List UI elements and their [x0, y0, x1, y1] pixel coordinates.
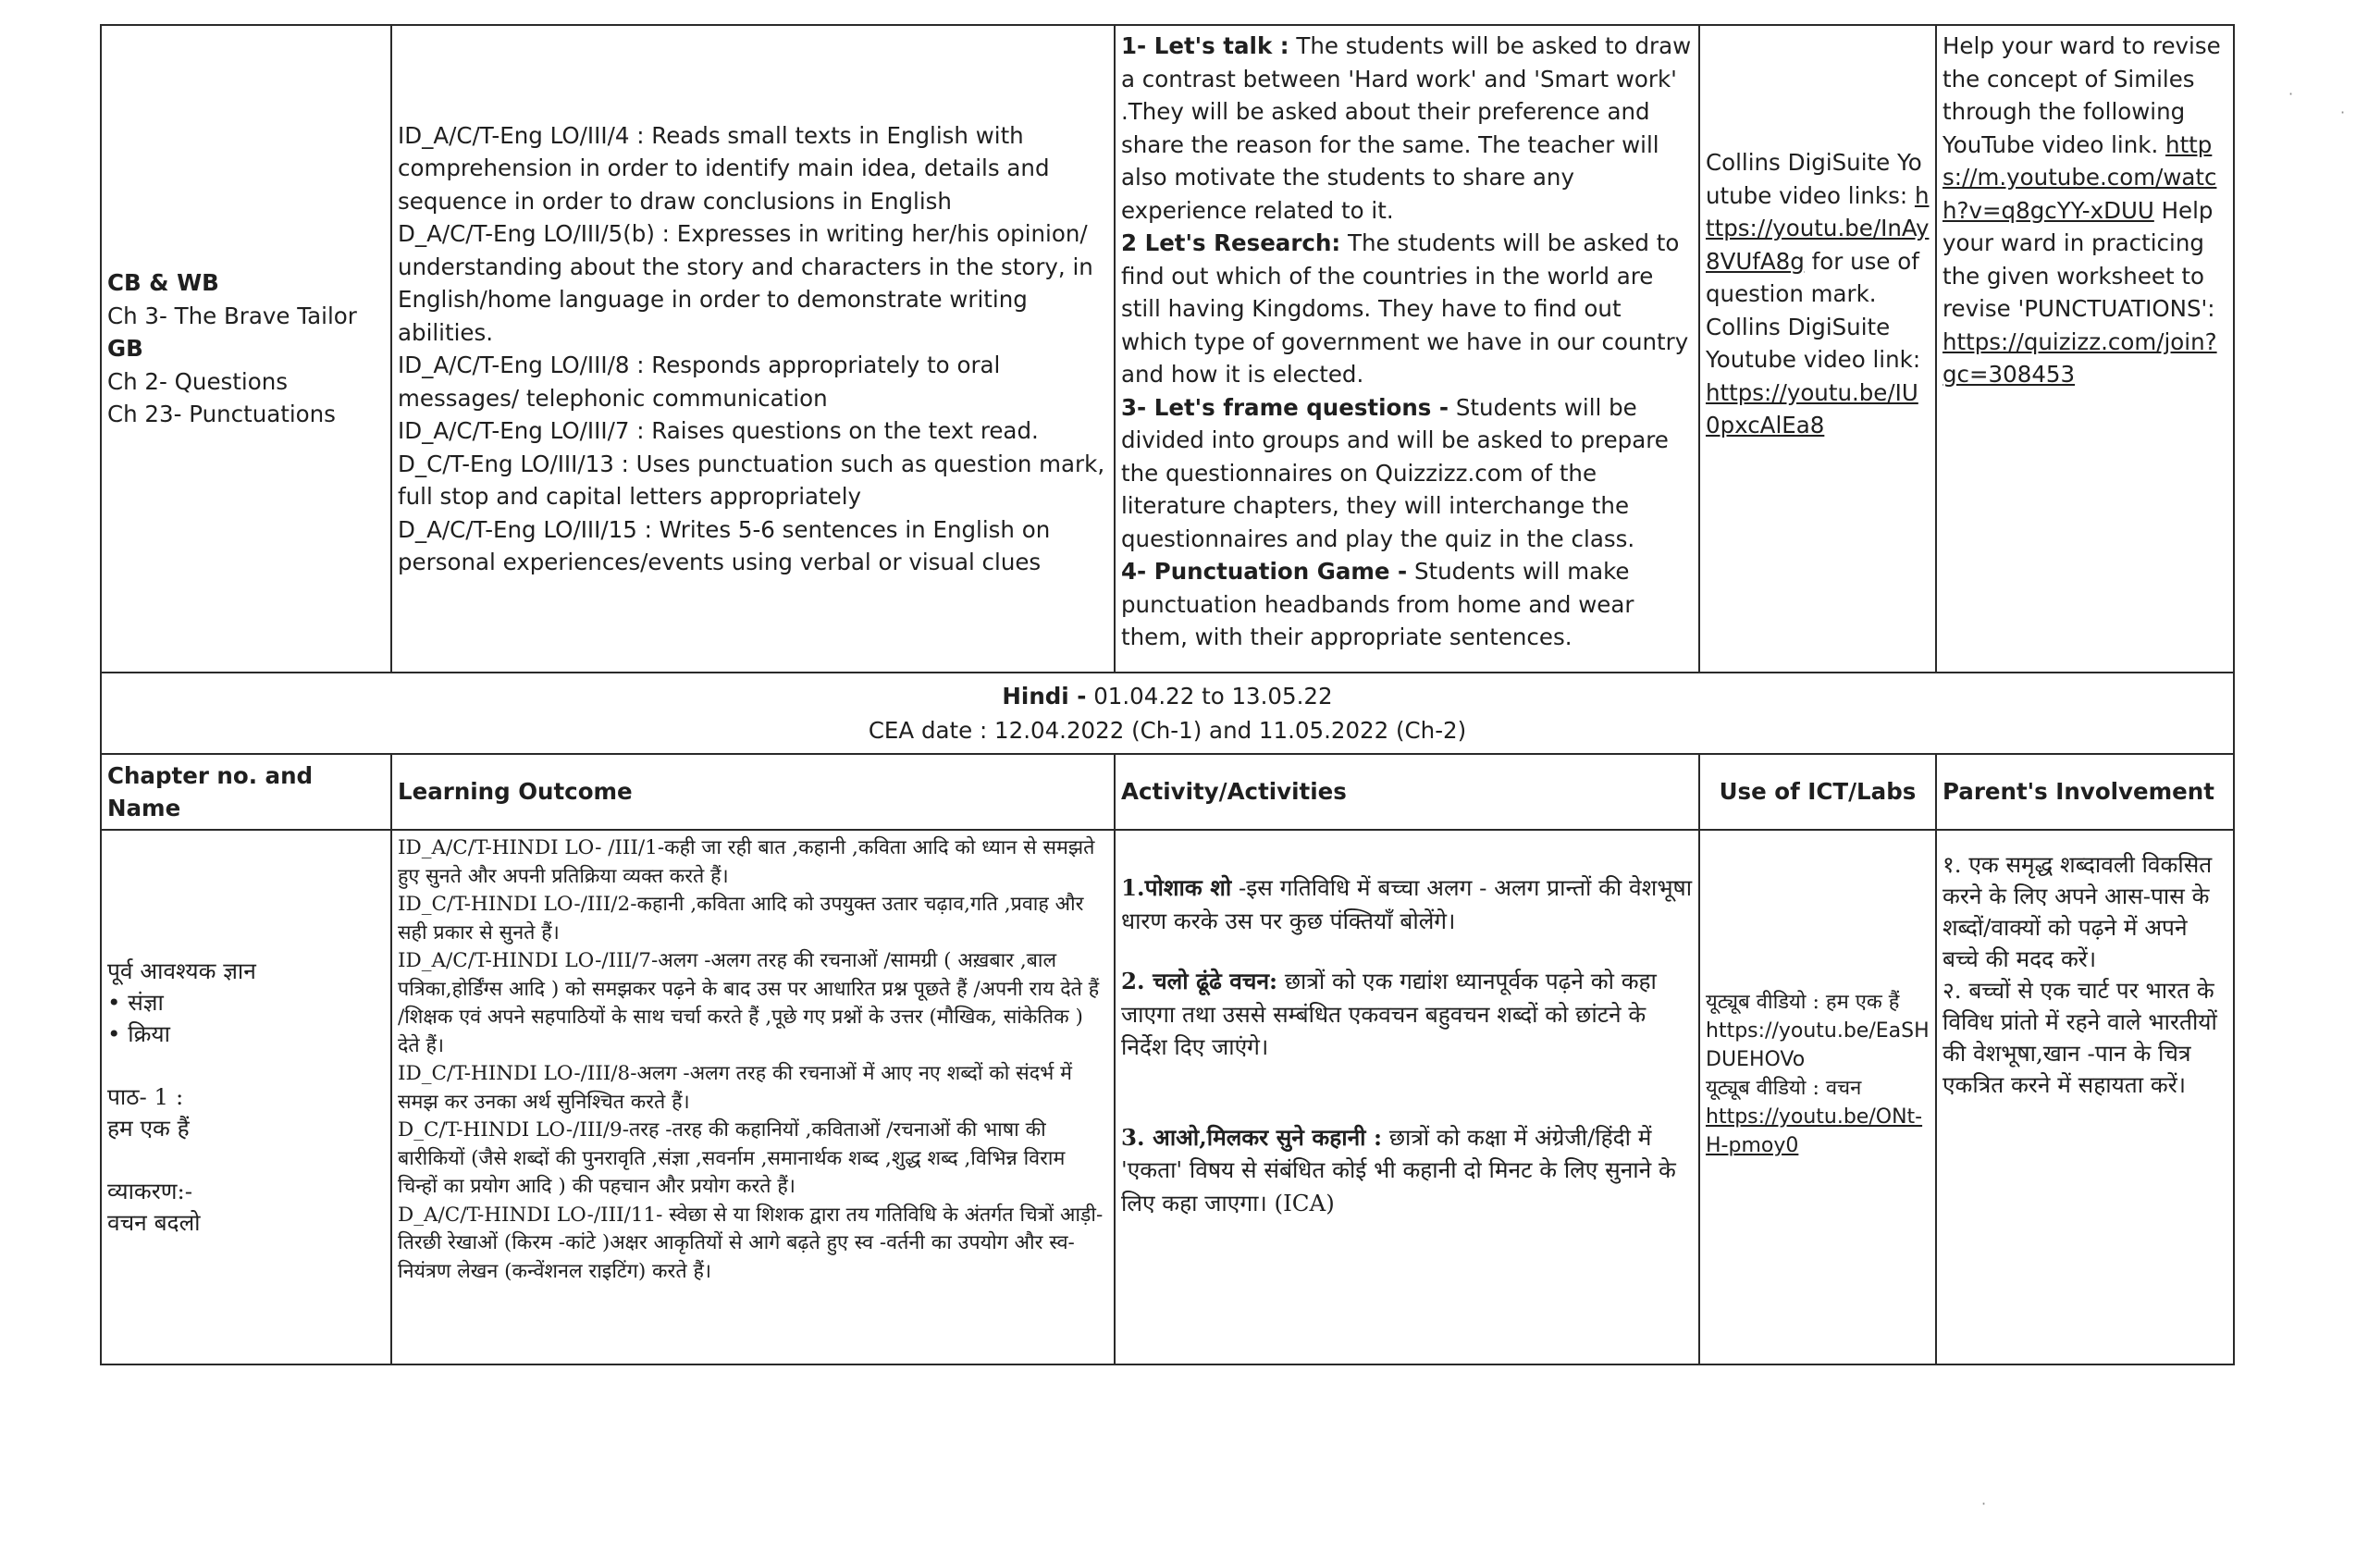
header-parents: Parent's Involvement	[1936, 754, 2234, 830]
activity-text: The students will be asked to find out which of the countries in the world are still having Kingdoms. They have to find out which type of government we have in our country and how it is elected.	[1121, 229, 1689, 388]
english-ict-cell	[1699, 25, 1936, 673]
activity-title: 1.पोशाक शो	[1121, 874, 1232, 901]
ict-label-1: यूट्यूब वीडियो : हम एक हैं	[1706, 991, 1900, 1014]
ict-video-link-2[interactable]: https://youtu.be/ONt-H-pmoy0	[1706, 1105, 1923, 1157]
scan-speck: ·	[1981, 1495, 1987, 1512]
chapter-line-gb: GB	[107, 335, 143, 363]
activity-item	[1121, 555, 1693, 654]
activity-item	[1121, 30, 1693, 227]
ict-mid-text: for use of question mark. Collins DigiSuite Youtube video link:	[1706, 247, 1921, 373]
activity-title: 1- Let's talk :	[1121, 32, 1289, 59]
learning-outcome: D_C/T-HINDI LO-/III/9-तरह -तरह की कहानियों ,कविताओं /रचनाओं की भाषा की बारीकियों (जैसे शब्दों की पुनरावृति ,संज्ञा ,सवर्नाम ,समानार्थक शब्द ,शुद्ध शब्द ,विभिन्न विराम चिन्हों का प्रयोग आदि ) की पहचान और प्रयोग करते हैं।	[398, 1118, 1066, 1198]
scan-speck: ·	[2288, 85, 2294, 103]
chapter-line-questions: Ch 2- Questions	[107, 367, 288, 395]
chapter-line-books: CB & WB	[107, 269, 219, 297]
english-parents-cell	[1936, 25, 2234, 673]
learning-outcome: D_A/C/T-Eng LO/III/5(b) : Expresses in writing her/his opinion/ understanding about the story and characters in the story, in English/home language in order to demonstrate writing abilities.	[398, 220, 1093, 346]
spacer	[107, 1050, 385, 1081]
activity-title: 3. आओ,मिलकर सुने कहानी :	[1121, 1123, 1383, 1151]
learning-outcome: ID_A/C/T-HINDI LO- /III/1-कही जा रही बात ,कहानी ,कविता आदि को ध्यान से समझते हुए सुनते और अपनी प्रतिक्रिया व्यक्त करते हैं।	[398, 836, 1095, 888]
ict-video-link-1[interactable]: https://youtu.be/EaSHDUEHOVo	[1706, 1019, 1930, 1071]
english-learning-cell	[391, 25, 1115, 673]
english-row	[101, 25, 2234, 673]
header-ict: Use of ICT/Labs	[1699, 754, 1936, 830]
english-activities-cell	[1115, 25, 1699, 673]
activity-title: 4- Punctuation Game -	[1121, 558, 1408, 585]
header-learning-outcome: Learning Outcome	[391, 754, 1115, 830]
activity-text: Students will be divided into groups and will be asked to prepare the questionnaires on Quizzizz.com of the literature chapters, they will interchange the questionnaires and play the quiz in the class.	[1121, 393, 1669, 552]
grammar-name: वचन बदलो	[107, 1209, 201, 1236]
hindi-banner-row	[101, 673, 2234, 754]
activity-text: The students will be asked to draw a contrast between 'Hard work' and 'Smart work' .They will be asked about their preference and share the reason for the same. The teacher will also motivate the students to share any experience related to it.	[1121, 32, 1692, 224]
lesson-name: हम एक हैं	[107, 1115, 190, 1142]
curriculum-table	[100, 24, 2235, 1365]
spacer	[107, 1144, 385, 1176]
learning-outcome: D_C/T-Eng LO/III/13 : Uses punctuation such as question mark, full stop and capital letters appropriately	[398, 450, 1105, 510]
banner-subject: Hindi -	[1002, 683, 1087, 710]
parents-item: २. बच्चों से एक चार्ट पर भारत के विविध प्रांतो में रहने वाले भारतीयों की वेशभूषा,खान -पान के चित्र एकत्रित करने में सहायता करें।	[1942, 977, 2217, 1098]
parents-item: १. एक समृद्ध शब्दावली विकसित करने के लिए अपने आस-पास के शब्दों/वाक्यों को पढ़ने में अपने बच्चे की मदद करें।	[1942, 851, 2213, 972]
learning-outcome: ID_C/T-HINDI LO-/III/2-कहानी ,कविता आदि को उपयुक्त उतार चढ़ाव,गति ,प्रवाह और सही प्रकार से सुनते हैं।	[398, 893, 1084, 945]
ict-intro: Collins DigiSuite Youtube video links:	[1706, 149, 1922, 209]
activity-text: -इस गतिविधि में बच्चा अलग - अलग प्रान्तों की वेशभूषा धारण करके उस पर कुछ पंक्तियाँ बोलेंगे।	[1121, 874, 1693, 934]
prereq-item-verb: • क्रिया	[107, 1020, 170, 1047]
learning-outcome: ID_A/C/T-Eng LO/III/8 : Responds appropriately to oral messages/ telephonic communication	[398, 352, 1001, 412]
learning-outcome: ID_A/C/T-Eng LO/III/7 : Raises questions on the text read.	[398, 417, 1039, 444]
header-row	[101, 754, 2234, 830]
header-chapter: Chapter no. and Name	[101, 754, 391, 830]
learning-outcome: ID_C/T-HINDI LO-/III/8-अलग -अलग तरह की रचनाओं में आए नए शब्दों को संदर्भ में समझ कर उनका अर्थ सुनिश्चित करते हैं।	[398, 1062, 1072, 1114]
prereq-item-noun: • संज्ञा	[107, 989, 164, 1016]
hindi-parents-cell	[1936, 830, 2234, 1364]
chapter-line-brave-tailor: Ch 3- The Brave Tailor	[107, 302, 357, 329]
banner-dates: 01.04.22 to 13.05.22	[1086, 683, 1333, 710]
activity-title: 3- Let's frame questions -	[1121, 393, 1449, 421]
learning-outcome: ID_A/C/T-Eng LO/III/4 : Reads small texts in English with comprehension in order to identify main idea, details and sequence in order to draw conclusions in English	[398, 121, 1050, 215]
banner-cea-date: CEA date : 12.04.2022 (Ch-1) and 11.05.2022 (Ch-2)	[868, 717, 1467, 744]
activity-text: छात्रों को कक्षा में अंग्रेजी/हिंदी में 'एकता' विषय से संबंधित कोई भी कहानी दो मिनट के लिए सुनाने के लिए कहा जाएगा। (ICA)	[1121, 1123, 1676, 1216]
hindi-activities-cell	[1115, 830, 1699, 1364]
activity-title: 2. चलो ढूंढे वचन:	[1121, 968, 1278, 994]
activity-item	[1121, 1121, 1693, 1220]
activity-item	[1121, 391, 1693, 556]
activity-title: 2 Let's Research:	[1121, 229, 1341, 256]
activity-item	[1121, 227, 1693, 391]
learning-outcome: ID_A/C/T-HINDI LO-/III/7-अलग -अलग तरह की रचनाओं /सामग्री ( अख़बार ,बाल पत्रिका,होर्डिंग्स आदि ) को समझकर पढ़ने के बाद उस पर आधारित प्रश्न पूछते हैं /अपनी राय देते हैं /शिक्षक एवं अपने सहपाठियों के साथ चर्चा करते हैं ,पूछे गए प्रश्नों के उत्तर (मौखिक, सांकेतिक ) देते हैं।	[398, 949, 1100, 1057]
learning-outcome: D_A/C/T-HINDI LO-/III/11- स्वेछा से या शिशक द्वारा तय गतिविधि के अंतर्गत चित्रों आड़ी-तिरछी रेखाओं (किरम -कांटे )अक्षर आकृतियों से आगे बढ़ते हुए स्व -वर्तनी का उपयोग और स्व-नियंत्रण लेखन (कन्वेंशनल राइटिंग) करते हैं।	[398, 1203, 1104, 1283]
activity-item	[1121, 871, 1693, 937]
prereq-label: पूर्व आवश्यक ज्ञान	[107, 957, 256, 984]
chapter-line-punctuations: Ch 23- Punctuations	[107, 401, 336, 428]
scan-speck: ·	[2340, 104, 2346, 121]
activity-item	[1121, 965, 1693, 1064]
parents-quizizz-link[interactable]: https://quizizz.com/join?gc=308453	[1942, 327, 2217, 388]
parents-text-1: Help your ward to revise the concept of Similes through the following YouTube video link.	[1942, 32, 2221, 158]
ict-video-link-2[interactable]: https://youtu.be/IU0pxcAlEa8	[1706, 378, 1918, 438]
english-chapter-cell	[101, 25, 391, 673]
lesson-label: पाठ- 1 :	[107, 1083, 184, 1110]
parents-youtube-link[interactable]: https://m.youtube.com/watch?v=q8gcYY-xDUU	[1942, 130, 2217, 224]
header-activities: Activity/Activities	[1115, 754, 1699, 830]
grammar-label: व्याकरण:-	[107, 1178, 193, 1204]
ict-label-2: यूट्यूब वीडियो : वचन	[1706, 1077, 1862, 1100]
hindi-banner-cell	[101, 673, 2234, 754]
hindi-chapter-cell	[101, 830, 391, 1364]
hindi-ict-cell	[1699, 830, 1936, 1364]
parents-text-2: Help your ward in practicing the given worksheet to revise 'PUNCTUATIONS':	[1942, 196, 2215, 322]
ict-video-link-1[interactable]: https://youtu.be/InAy8VUfA8g	[1706, 181, 1930, 275]
hindi-row	[101, 830, 2234, 1364]
learning-outcome: D_A/C/T-Eng LO/III/15 : Writes 5-6 sentences in English on personal experiences/events using verbal or visual clues	[398, 515, 1051, 575]
activity-text: Students will make punctuation headbands from home and wear them, with their appropriate sentences.	[1121, 558, 1634, 650]
hindi-banner-title	[107, 679, 2227, 713]
hindi-learning-cell	[391, 830, 1115, 1364]
activity-text: छात्रों को एक गद्यांश ध्यानपूर्वक पढ़ने को कहा जाएगा तथा उससे सम्बंधित एकवचन बहुवचन शब्दों को छांटने के निर्देश दिए जाएंगे।	[1121, 968, 1657, 1060]
